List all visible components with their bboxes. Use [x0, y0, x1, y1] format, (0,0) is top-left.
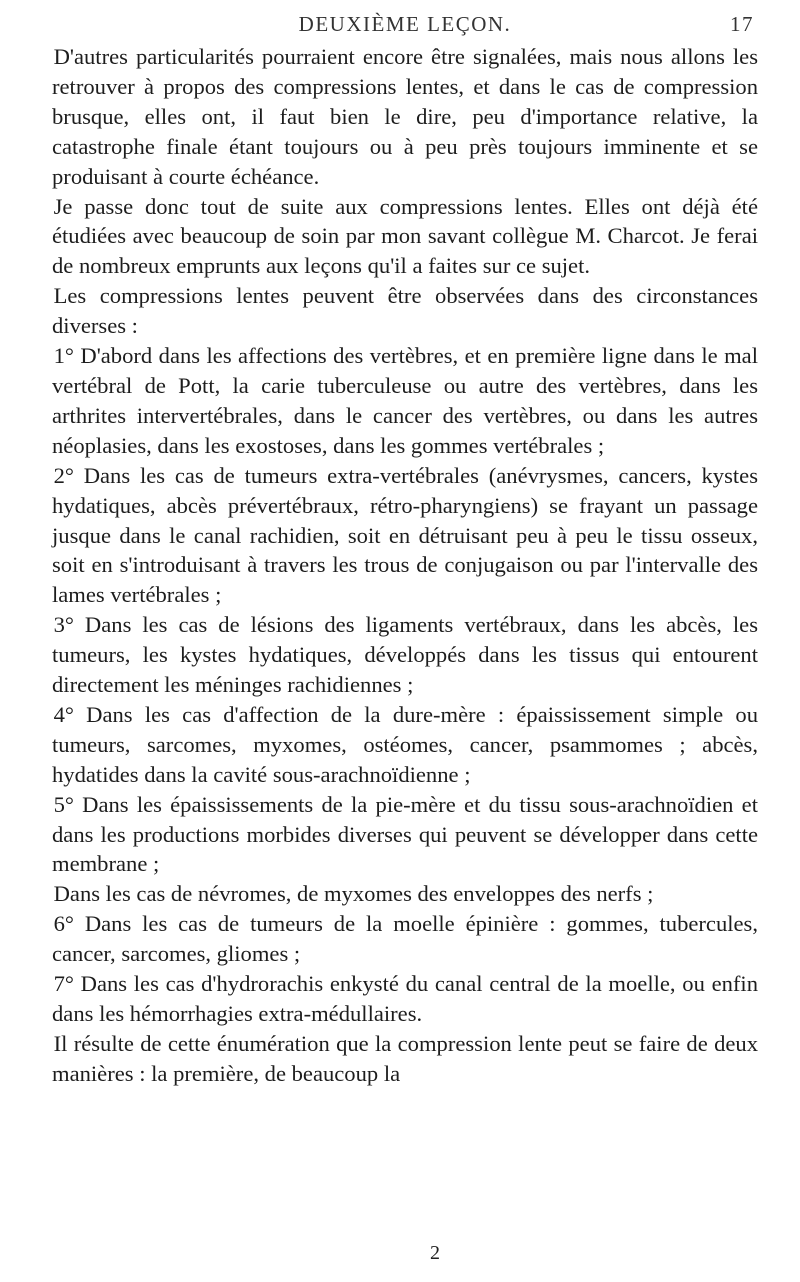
list-item: 1° D'abord dans les affections des vertèbres, et en première ligne dans le mal vertébral de Pott, la carie tuberculeuse ou autre des vertèbres, dans les arthrites intervertébrales, dans le cancer des vertèbres, ou dans les autres néoplasies, dans les exostoses, dans les gommes vertébrales ;	[52, 343, 758, 458]
paragraph: Il résulte de cette énumération que la compression lente peut se faire de deux manières : la première, de beaucoup la	[52, 1030, 758, 1086]
paragraph: Les compressions lentes peuvent être observées dans des circonstances diverses :	[52, 283, 758, 339]
list-item: Dans les cas de névromes, de myxomes des enveloppes des nerfs ;	[53, 881, 654, 907]
list-item: 5° Dans les épaississements de la pie-mère et du tissu sous-arachnoïdien et dans les productions morbides diverses qui peuvent se développer dans cette membrane ;	[52, 791, 758, 877]
paragraph: D'autres particularités pourraient encore être signalées, mais nous allons les retrouver à propos des compressions lentes, et dans le cas de compression brusque, elles ont, il faut bien le dire, peu d'importance relative, la catastrophe finale étant toujours ou à peu près toujours imminente et se produisant à courte échéance.	[52, 44, 758, 189]
list-item: 7° Dans les cas d'hydrorachis enkysté du canal central de la moelle, ou enfin dans les hémorrhagies extra-médullaires.	[52, 971, 758, 1026]
list-item: 6° Dans les cas de tumeurs de la moelle épinière : gommes, tubercules, cancer, sarcomes, gliomes ;	[52, 911, 758, 967]
page-number: 17	[730, 12, 754, 36]
list-item: 3° Dans les cas de lésions des ligaments vertébraux, dans les abcès, les tumeurs, les kystes hydatiques, développés dans les tissus qui entourent directement les méninges rachidiennes ;	[52, 612, 758, 698]
chapter-title: DEUXIÈME LEÇON.	[298, 12, 512, 36]
body-text	[52, 42, 758, 1089]
list-item: 4° Dans les cas d'affection de la dure-mère : épaississement simple ou tumeurs, sarcomes, myxomes, ostéomes, cancer, psammomes ; abcès, hydatides dans la cavité sous-arachnoïdienne ;	[52, 701, 758, 787]
book-page	[52, 8, 758, 1089]
list-item: 2° Dans les cas de tumeurs extra-vertébrales (anévrysmes, cancers, kystes hydatiques, abcès prévertébraux, rétro-pharyngiens) se frayant un passage jusque dans le canal rachidien, soit en détruisant peu à peu le tissu osseux, soit en s'introduisant à travers les trous de conjugaison ou par l'intervalle des lames vertébrales ;	[52, 462, 758, 608]
paragraph: Je passe donc tout de suite aux compressions lentes. Elles ont déjà été étudiées avec beaucoup de soin par mon savant collègue M. Charcot. Je ferai de nombreux emprunts aux leçons qu'il a faites sur ce sujet.	[52, 193, 758, 279]
signature-mark: 2	[430, 1242, 440, 1264]
running-head	[52, 8, 758, 42]
